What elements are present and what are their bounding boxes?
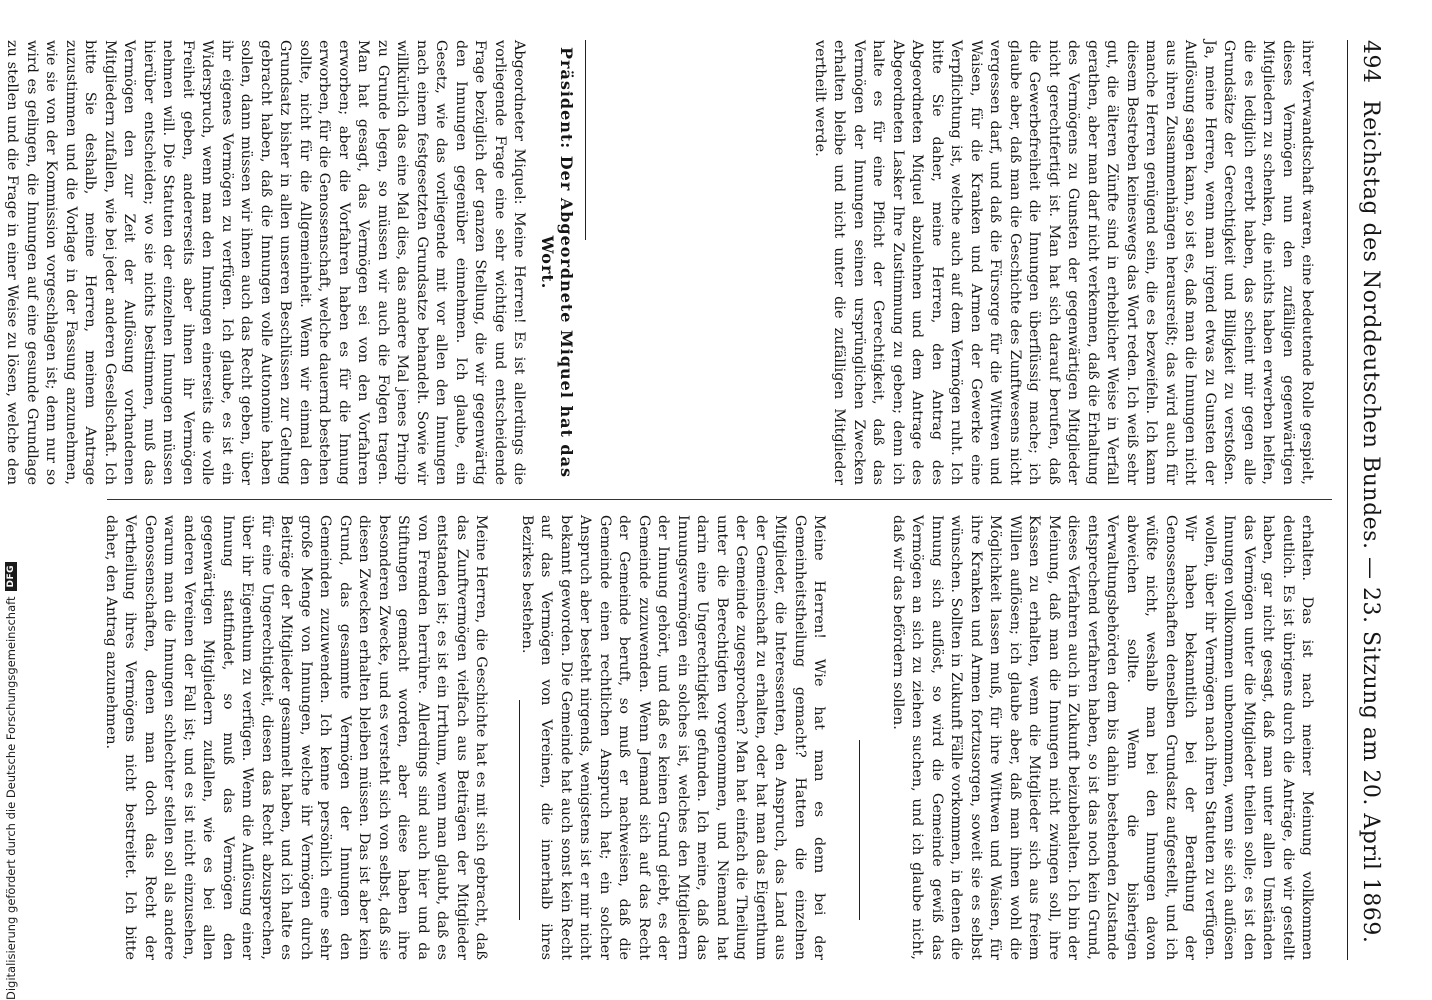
right-column-middle	[519, 515, 848, 960]
right-rule-2	[519, 700, 520, 920]
page-number: 494	[1358, 40, 1384, 84]
left-column-text-bottom: Abgeordneter Miquel: Meine Herren! Es ist allerdings die vorliegende Frage eine sehr wichtige und entscheidende Frage bezüglich der ganzen Stellung, die wir gegenwärtig den Innungen gegenüber einnehmen. Ich glaube, ein Gesetz, wie das vorliegende mit vor allen den Innungen nach einem festgesetzten Grundsatze behandelt. Sowie wir willkürlich das eine Mal dies, das andere Mal jenes Princip zu Grunde legen, so müssen wir auch die Folgen tragen. Man hat gesagt, das Vermögen sei von den Vorfahren erworben; aber die Vorfahren haben es für die Innung erworben, für die Genossenschaft, welche dauernd bestehen sollte, nicht für die Allgemeinheit. Wenn wir einmal den Grundsatz bisher in allen unseren Beschlüssen zur Geltung gebracht haben, daß die Innungen volle Autonomie haben sollen, dann müssen wir ihnen auch das Recht geben, über ihr eigenes Vermögen zu verfügen. Ich glaube, es ist ein Widerspruch, wenn man den Innungen einerseits die volle Freiheit geben, andererseits aber ihnen ihr Vermögen nehmen will. Die Statuten der einzelnen Innungen müssen hierüber entscheiden; wo sie nichts bestimmen, muß das Vermögen den zur Zeit der Auflösung vorhandenen Mitgliedern zufallen, wie bei jeder anderen Gesellschaft. Ich bitte Sie deshalb, meine Herren, meinem Antrage zuzustimmen und die Vorlage in der Fassung anzunehmen, wie sie von der Kommission vorgeschlagen ist; denn nur so wird es gelingen, die Innungen auf eine gesunde Grundlage zu stellen und die Frage in einer Weise zu lösen, welche den	[4, 40, 528, 485]
left-column-text-top: ihrer Verwandtschaft waren, eine bedeutende Rolle gespielt, dieses Vermögen nun den zufälligen gegenwärtigen Mitgliedern zu schenken, die nichts haben erwerben helfen, die es lediglich ererbt haben, das scheint mir gegen alle Grundsätze der Gerechtigkeit und Billigkeit zu verstoßen. Ja, meine Herren, wenn man irgend etwas zu Gunsten der Auflösung sagen kann, so ist es, daß man die Innungen nicht aus ihren Zusammenhängen herausreißt; das wird auch für manche Herren genügend sein, die es bezweifeln. Ich kann diesem Bestreben keineswegs das Wort reden. Ich weiß sehr gut, die älteren Zünfte sind in erheblicher Weise in Verfall gerathen, aber man darf nicht verkennen, daß die Erhaltung des Vermögens zu Gunsten der gegenwärtigen Mitglieder nicht gerechtfertigt ist. Man hat sich darauf berufen, daß die Gewerbefreiheit die Innungen überflüssig mache; ich glaube aber, daß man die Geschichte des Zunftwesens nicht vergessen darf, und daß die Fürsorge für die Wittwen und Waisen, für die Kranken und Armen der Gewerke eine Verpflichtung ist, welche auch auf dem Vermögen ruht. Ich bitte Sie daher, meine Herren, den Antrag des Abgeordneten Miquel abzulehnen und dem Antrage des Abgeordneten Lasker Ihre Zustimmung zu geben; denn ich halte es für eine Pflicht der Gerechtigkeit, daß das Vermögen der Innungen seinen ursprünglichen Zwecken erhalten bleibe und nicht unter die zufälligen Mitglieder vertheilt werde.	[812, 40, 1316, 485]
right-column	[866, 515, 1336, 960]
section-heading: Präsident: Der Abgeordnete Miquel hat das Wort.	[538, 46, 576, 478]
left-column-lower	[4, 40, 548, 485]
digitisation-credit	[0, 0, 22, 1000]
page-title: Reichstag des Norddeutschen Bundes. — 23. Sitzung am 20. April 1869.	[1358, 100, 1384, 944]
right-column-text-bottom: Meine Herren, die Geschichte hat es mit sich gebracht, daß das Zunftvermögen vielfach aus Beiträgen der Mitglieder entstanden ist; es ist ein Irrthum, wenn man glaubt, daß es von Fremden herrühre. Allerdings sind auch hier und da Stiftungen gemacht worden, aber diese haben ihre besonderen Zwecke, und es versteht sich von selbst, daß sie diesen Zwecken erhalten bleiben müssen. Das ist aber kein Grund, das gesammte Vermögen der Innungen den Gemeinden zuzuwenden. Ich kenne persönlich eine sehr große Menge von Innungen, welche ihr Vermögen durch Beiträge der Mitglieder gesammelt haben, und ich halte es für eine Ungerechtigkeit, diesen das Recht abzusprechen, über ihr Eigenthum zu verfügen. Wenn die Auflösung einer Innung stattfindet, so muß das Vermögen den gegenwärtigen Mitgliedern zufallen, wie es bei allen anderen Vereinen der Fall ist; und es ist nicht einzusehen, warum man die Innungen schlechter stellen soll als andere Genossenschaften, denen man doch das Recht der Vertheilung ihres Vermögens nicht bestreitet. Ich bitte daher, den Antrag anzunehmen.	[103, 515, 490, 960]
left-column	[596, 40, 1336, 485]
column-divider	[107, 499, 1332, 500]
dfg-logo-icon: DFG	[5, 562, 17, 591]
right-column-text-middle: Meine Herren! Wie hat man es denn bei der Gemeinheitstheilung gemacht? Hatten die einzelnen Mitglieder, die Interessenten, den Anspruch, das Land aus der Gemeinschaft zu erhalten, oder hat man das Eigenthum der Gemeinde zugesprochen? Man hat einfach die Theilung unter die Berechtigten vorgenommen, und Niemand hat darin eine Ungerechtigkeit gefunden. Ich meine, daß das Innungsvermögen ein solches ist, welches den Mitgliedern der Innung gehört, und daß es keinen Grund giebt, es der Gemeinde zuzuwenden. Wenn Jemand sich auf das Recht der Gemeinde beruft, so muß er nachweisen, daß die Gemeinde einen rechtlichen Anspruch hat; ein solcher Anspruch aber besteht nirgends, wenigstens ist er mir nicht bekannt geworden. Die Gemeinde hat auch sonst kein Recht auf das Vermögen von Vereinen, die innerhalb ihres Bezirkes bestehen.	[519, 515, 828, 960]
header-rule	[1347, 40, 1348, 960]
credit-text: Digitalisierung gefördert durch die Deutsche Forschungsgemeinschaft	[4, 596, 18, 1000]
section-rule	[585, 40, 586, 240]
page-header	[1352, 40, 1390, 960]
right-rule-1	[859, 740, 860, 920]
right-column-text-top: erhalten. Das ist nach meiner Meinung vollkommen deutlich. Es ist übrigens durch die Anträge, die wir gestellt haben, gar nicht gesagt, daß man unter allen Umständen das Vermögen unter die Mitglieder theilen solle; es ist den Innungen vollkommen unbenommen, wenn sie sich auflösen wollen, über ihr Vermögen nach ihren Statuten zu verfügen. Wir haben bekanntlich bei der Berathung der Genossenschaften denselben Grundsatz aufgestellt, und ich wüßte nicht, weshalb man bei den Innungen davon abweichen sollte. Wenn die bisherigen Verwaltungsbehörden dem bis dahin bestehenden Zustande entsprechend verfahren haben, so ist das noch kein Grund, dieses Verfahren auch in Zukunft beizubehalten. Ich bin der Meinung, daß man die Innungen nicht zwingen soll, ihre Kassen zu erhalten, wenn die Mitglieder sich aus freiem Willen auflösen; ich glaube aber, daß man ihnen wohl die Möglichkeit lassen muß, für ihre Wittwen und Waisen, für ihre Kranken und Armen fortzusorgen, soweit sie es selbst wünschen. Sollten in Zukunft Fälle vorkommen, in denen die Innung sich auflöst, so wird die Gemeinde gewiß das Vermögen an sich zu ziehen suchen, und ich glaube nicht, daß wir das befördern sollen.	[890, 515, 1316, 960]
right-column-lower	[100, 515, 510, 960]
